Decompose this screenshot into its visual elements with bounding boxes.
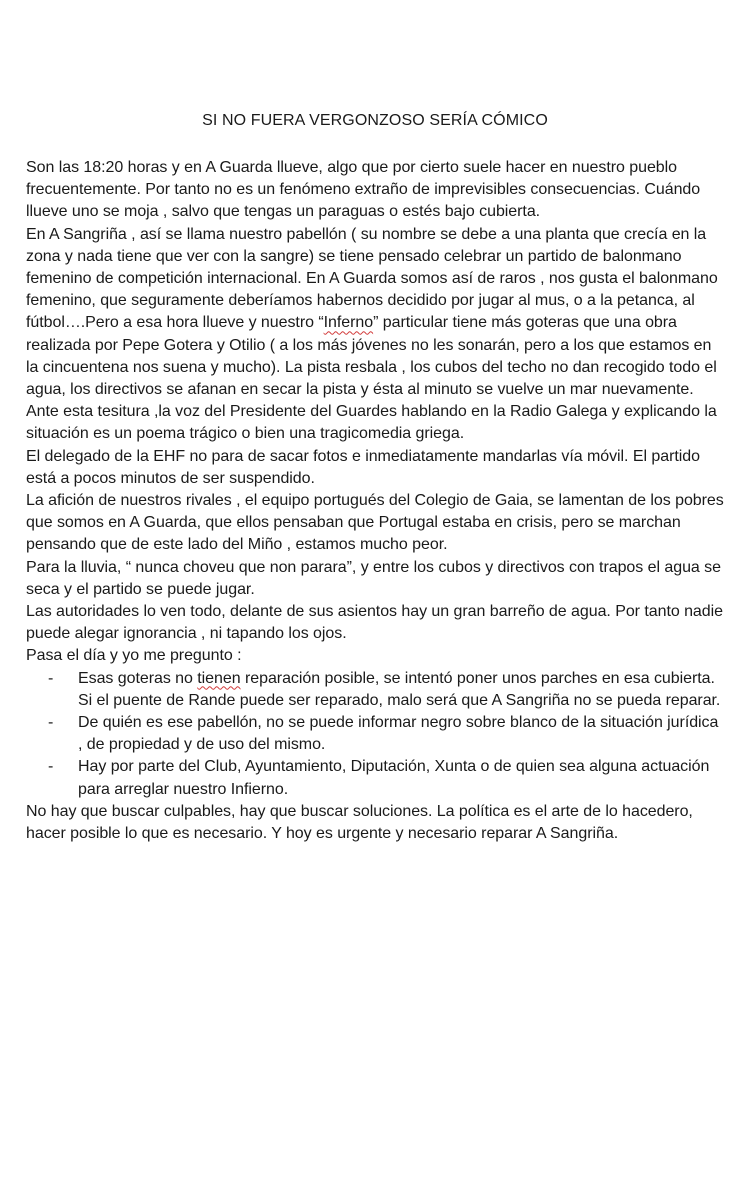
paragraph: Son las 18:20 horas y en A Guarda llueve, algo que por cierto suele hacer en nuestro pueblo frecuentemente. Por tanto no es un fenómeno extraño de imprevisibles consecuencias. Cuándo llueve uno se moja , salvo que tengas un paraguas o estés bajo cubierta. [26, 159, 701, 221]
paragraph: Ante esta tesitura ,la voz del Presidente del Guardes hablando en la Radio Galega y explicando la situación es un poema trágico o bien una tragicomedia griega. [26, 403, 717, 443]
document-body [26, 157, 726, 845]
paragraph: El delegado de la EHF no para de sacar fotos e inmediatamente mandarlas vía móvil. El partido está a pocos minutos de ser suspendido. [26, 447, 700, 487]
paragraph-text: En A Sangriña , así se llama nuestro pabellón ( su nombre se debe a una planta que crecía en la zona y nada tiene que ver con la sangre) se tiene pensado celebrar un partido de balonmano femenino de competición internacional. En A Guarda somos así de raros , nos gusta el balonmano femenino, que seguramente deberíamos habernos decidido por jugar al mus, o a la petanca, al fútbol….Pero a esa hora llueve y nuestro “ [26, 225, 718, 332]
spellcheck-underlined-word: tienen [197, 669, 241, 687]
paragraph [26, 224, 726, 402]
bullet-dash: - [48, 758, 54, 776]
list-item [26, 712, 726, 756]
spellcheck-underlined-word: Inferno [323, 314, 374, 332]
paragraph: Las autoridades lo ven todo, delante de sus asientos hay un gran barreño de agua. Por tanto nadie puede alegar ignorancia , ni tapando los ojos. [26, 603, 723, 643]
paragraph-text: ” particular tiene más goteras que una obra realizada por Pepe Gotera y Otilio ( a los más jóvenes no les sonarán, pero a los que estamos en la cincuentena nos suena y mucho). La pista resbala , los cubos del techo no dan recogido todo el agua, los directivos se afanan en secar la pista y ésta al minuto se vuelve un mar nuevamente. [26, 314, 717, 399]
paragraph: Para la lluvia, “ nunca choveu que non parara”, y entre los cubos y directivos con trapos el agua se seca y el partido se puede jugar. [26, 558, 721, 598]
bullet-list [26, 668, 726, 801]
list-item-text: Esas goteras no [78, 669, 198, 687]
paragraph: No hay que buscar culpables, hay que buscar soluciones. La política es el arte de lo hacedero, hacer posible lo que es necesario. Y hoy es urgente y necesario reparar A Sangriña. [26, 802, 693, 843]
list-item [26, 668, 726, 712]
list-item-text: De quién es ese pabellón, no se puede informar negro sobre blanco de la situación jurídica , de propiedad y de uso del mismo. [78, 714, 719, 754]
bullet-dash: - [48, 669, 54, 687]
list-item [26, 756, 726, 800]
bullet-dash: - [48, 714, 54, 732]
list-item-text: reparación posible, se intentó poner unos parches en esa cubierta. Si el puente de Rande puede ser reparado, malo será que A Sangriña no se pueda reparar. [78, 669, 721, 709]
paragraph: Pasa el día y yo me pregunto : [26, 647, 242, 665]
list-item-text: Hay por parte del Club, Ayuntamiento, Diputación, Xunta o de quien sea alguna actuación para arreglar nuestro Infierno. [78, 758, 710, 798]
paragraph: La afición de nuestros rivales , el equipo portugués del Colegio de Gaia, se lamentan de los pobres que somos en A Guarda, que ellos pensaban que Portugal estaba en crisis, pero se marchan pensando que de este lado del Miño , estamos mucho peor. [26, 492, 724, 554]
document-title: SI NO FUERA VERGONZOSO SERÍA CÓMICO [202, 112, 548, 129]
